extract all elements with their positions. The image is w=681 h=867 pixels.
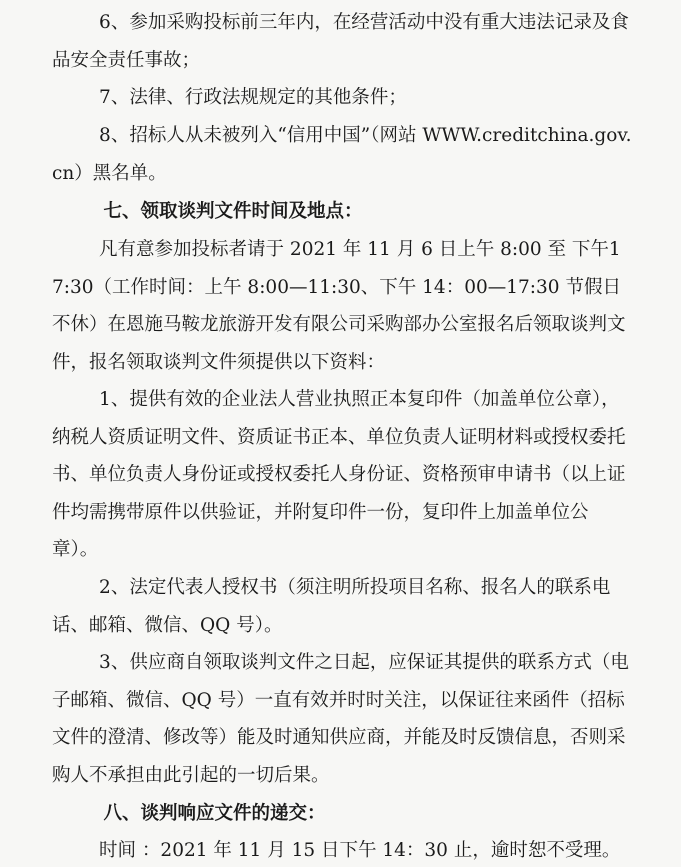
section-heading-8: 八、谈判响应文件的递交： xyxy=(52,803,326,824)
paragraph-item-7: 7、法律、行政法规规定的其他条件； xyxy=(52,87,407,108)
paragraph-item-3: 3、供应商自领取谈判文件之日起，应保证其提供的联系方式（电子邮箱、微信、QQ 号）一直有效并时时关注，以保证往来函件（招标文件的澄清、修改等）能及时通知供应商，并能及时反馈信息，否则采购人不承担由此引起的一切后果。 xyxy=(52,652,629,786)
paragraph-item-6: 6、参加采购投标前三年内，在经营活动中没有重大违法记录及食品安全责任事故； xyxy=(52,12,629,71)
section-heading-7: 七、领取谈判文件时间及地点： xyxy=(52,201,363,222)
paragraph-registration-time: 凡有意参加投标者请于 2021 年 11 月 6 日上午 8:00 至 下午17:30（工作时间：上午 8:00—11:30、下午 14：00—17:30 节假日不休）在恩施马鞍龙旅游开发有限公司采购部办公室报名后领取谈判文件，报名领取谈判文件须提供以下资料： xyxy=(52,239,626,373)
paragraph-submission-time: 时间 ：2021 年 11 月 15 日下午 14：30 止，逾时恕不受理。 xyxy=(52,840,621,861)
paragraph-item-8: 8、招标人从未被列入“信用中国”（网站 WWW.creditchina.gov.cn）黑名单。 xyxy=(52,125,632,184)
paragraph-item-2: 2、法定代表人授权书（须注明所投项目名称、报名人的联系电话、邮箱、微信、QQ 号）。 xyxy=(52,577,611,636)
paragraph-item-1: 1、提供有效的企业法人营业执照正本复印件（加盖单位公章），纳税人资质证明文件、资质证书正本、单位负责人证明材料或授权委托书、单位负责人身份证或授权委托人身份证、资格预审申请书（以上证件均需携带原件以供验证，并附复印件一份，复印件上加盖单位公章）。 xyxy=(52,389,626,560)
